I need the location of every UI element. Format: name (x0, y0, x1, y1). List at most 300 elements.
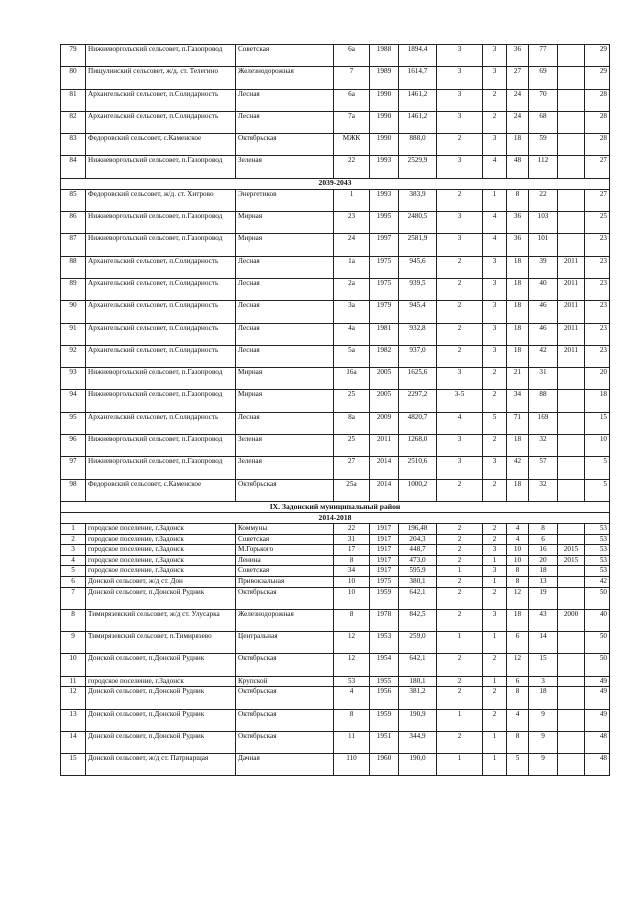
residents-cell: 18 (529, 566, 558, 577)
apartments-cell: 27 (507, 67, 529, 89)
repair-year-cell (558, 45, 585, 67)
year-built-cell: 2005 (370, 390, 399, 412)
settlement-cell: Архангельский сельсовет, п.Солидарность (86, 323, 236, 345)
apartments-cell: 18 (507, 345, 529, 367)
area-cell: 344,9 (399, 731, 437, 753)
street-cell: Октябрьская (236, 479, 334, 501)
entrances-cell: 2 (483, 534, 507, 545)
wear-cell: 53 (585, 545, 610, 556)
row-number: 8 (61, 609, 86, 631)
year-built-cell: 1990 (370, 134, 399, 156)
street-cell: Зеленая (236, 156, 334, 178)
entrances-cell: 1 (483, 632, 507, 654)
apartments-cell: 18 (507, 323, 529, 345)
year-built-cell: 1978 (370, 609, 399, 631)
row-number: 82 (61, 111, 86, 133)
apartments-cell: 5 (507, 754, 529, 776)
entrances-cell: 3 (483, 545, 507, 556)
settlement-cell: городское поселение, г.Задонск (86, 534, 236, 545)
entrances-cell: 4 (483, 212, 507, 234)
wear-cell: 50 (585, 632, 610, 654)
settlement-cell: Донской сельсовет, п.Донской Рудник (86, 654, 236, 676)
repair-year-cell (558, 676, 585, 687)
residents-cell: 14 (529, 632, 558, 654)
house-number-cell: 8а (334, 412, 370, 434)
street-cell: Октябрьская (236, 587, 334, 609)
apartments-cell: 18 (507, 256, 529, 278)
residents-cell: 13 (529, 576, 558, 587)
repair-year-cell: 2015 (558, 545, 585, 556)
row-number: 93 (61, 368, 86, 390)
settlement-cell: Донской сельсовет, ж/д ст. Дон (86, 576, 236, 587)
street-cell: Лесная (236, 345, 334, 367)
repair-year-cell (558, 731, 585, 753)
floors-cell: 1 (437, 632, 483, 654)
area-cell: 2581,9 (399, 234, 437, 256)
entrances-cell: 1 (483, 754, 507, 776)
residents-cell: 42 (529, 345, 558, 367)
entrances-cell: 3 (483, 256, 507, 278)
row-number: 87 (61, 234, 86, 256)
wear-cell: 23 (585, 323, 610, 345)
apartments-cell: 10 (507, 545, 529, 556)
floors-cell: 2 (437, 134, 483, 156)
floors-cell: 2 (437, 576, 483, 587)
table-row (61, 256, 610, 278)
area-cell: 180,1 (399, 676, 437, 687)
area-cell: 2480,5 (399, 212, 437, 234)
settlement-cell: Донской сельсовет, п.Донской Рудник (86, 587, 236, 609)
area-cell: 2529,9 (399, 156, 437, 178)
street-cell: Лесная (236, 111, 334, 133)
row-number: 79 (61, 45, 86, 67)
row-number: 85 (61, 189, 86, 211)
area-cell: 473,0 (399, 555, 437, 566)
wear-cell: 23 (585, 234, 610, 256)
area-cell: 1614,7 (399, 67, 437, 89)
repair-year-cell (558, 134, 585, 156)
house-number-cell: 7а (334, 111, 370, 133)
entrances-cell: 2 (483, 523, 507, 534)
row-number: 12 (61, 687, 86, 709)
settlement-cell: Нижневоргольский сельсовет, п.Газопровод (86, 435, 236, 457)
repair-year-cell: 2000 (558, 609, 585, 631)
repair-year-cell (558, 566, 585, 577)
year-built-cell: 1917 (370, 555, 399, 566)
repair-year-cell (558, 234, 585, 256)
floors-cell: 3 (437, 45, 483, 67)
house-number-cell: 8 (334, 609, 370, 631)
apartments-cell: 6 (507, 676, 529, 687)
floors-cell: 2 (437, 555, 483, 566)
house-number-cell: 3а (334, 301, 370, 323)
wear-cell: 42 (585, 576, 610, 587)
street-cell: Лесная (236, 301, 334, 323)
repair-year-cell (558, 654, 585, 676)
apartments-cell: 24 (507, 89, 529, 111)
table-row (61, 323, 610, 345)
area-cell: 937,0 (399, 345, 437, 367)
table-row (61, 89, 610, 111)
settlement-cell: Донской сельсовет, п.Донской Рудник (86, 731, 236, 753)
house-number-cell: 34 (334, 566, 370, 577)
floors-cell: 2 (437, 687, 483, 709)
settlement-cell: Архангельский сельсовет, п.Солидарность (86, 278, 236, 300)
wear-cell: 23 (585, 345, 610, 367)
settlement-cell: Архангельский сельсовет, п.Солидарность (86, 89, 236, 111)
house-number-cell: 24 (334, 234, 370, 256)
table-row (61, 676, 610, 687)
street-cell: Мирная (236, 368, 334, 390)
row-number: 10 (61, 654, 86, 676)
table-row (61, 412, 610, 434)
apartments-cell: 48 (507, 156, 529, 178)
apartments-cell: 8 (507, 687, 529, 709)
repair-year-cell (558, 435, 585, 457)
table-row (61, 234, 610, 256)
settlement-cell: Нижневоргольский сельсовет, п.Газопровод (86, 45, 236, 67)
settlement-cell: Нижневоргольский сельсовет, п.Газопровод (86, 156, 236, 178)
repair-year-cell (558, 212, 585, 234)
area-cell: 383,9 (399, 189, 437, 211)
row-number: 7 (61, 587, 86, 609)
settlement-cell: Федоровский сельсовет, с.Каменское (86, 479, 236, 501)
residents-cell: 15 (529, 654, 558, 676)
entrances-cell: 3 (483, 134, 507, 156)
entrances-cell: 2 (483, 687, 507, 709)
row-number: 14 (61, 731, 86, 753)
row-number: 81 (61, 89, 86, 111)
house-number-cell: 2а (334, 278, 370, 300)
house-number-cell: 25а (334, 479, 370, 501)
street-cell: Лесная (236, 89, 334, 111)
street-cell: Крупской (236, 676, 334, 687)
residents-cell: 169 (529, 412, 558, 434)
entrances-cell: 3 (483, 45, 507, 67)
year-built-cell: 1917 (370, 523, 399, 534)
house-number-cell: 8 (334, 555, 370, 566)
housing-stock-table (60, 44, 610, 776)
settlement-cell: городское поселение, г.Задонск (86, 545, 236, 556)
street-cell: Дачная (236, 754, 334, 776)
residents-cell: 20 (529, 555, 558, 566)
entrances-cell: 2 (483, 111, 507, 133)
table-row (61, 709, 610, 731)
year-built-cell: 1951 (370, 731, 399, 753)
area-cell: 932,8 (399, 323, 437, 345)
entrances-cell: 2 (483, 479, 507, 501)
entrances-cell: 1 (483, 676, 507, 687)
settlement-cell: Архангельский сельсовет, п.Солидарность (86, 111, 236, 133)
floors-cell: 3 (437, 234, 483, 256)
house-number-cell: 1а (334, 256, 370, 278)
apartments-cell: 18 (507, 278, 529, 300)
floors-cell: 3-5 (437, 390, 483, 412)
repair-year-cell: 2011 (558, 301, 585, 323)
row-number: 97 (61, 457, 86, 479)
settlement-cell: Федоровский сельсовет, ж/д. ст. Хитрово (86, 189, 236, 211)
entrances-cell: 3 (483, 566, 507, 577)
residents-cell: 32 (529, 435, 558, 457)
entrances-cell: 3 (483, 278, 507, 300)
house-number-cell: 10 (334, 587, 370, 609)
year-built-cell: 1953 (370, 632, 399, 654)
house-number-cell: 5а (334, 345, 370, 367)
row-number: 98 (61, 479, 86, 501)
area-cell: 1461,2 (399, 111, 437, 133)
wear-cell: 48 (585, 754, 610, 776)
entrances-cell: 4 (483, 156, 507, 178)
year-built-cell: 1990 (370, 89, 399, 111)
row-number: 2 (61, 534, 86, 545)
wear-cell: 29 (585, 67, 610, 89)
entrances-cell: 1 (483, 731, 507, 753)
year-built-cell: 2014 (370, 479, 399, 501)
repair-year-cell (558, 89, 585, 111)
row-number: 6 (61, 576, 86, 587)
table-row (61, 111, 610, 133)
year-built-cell: 1995 (370, 212, 399, 234)
year-built-cell: 2014 (370, 457, 399, 479)
section-title: 2014-2018 (61, 512, 610, 523)
table-row (61, 687, 610, 709)
area-cell: 888,0 (399, 134, 437, 156)
table-row (61, 390, 610, 412)
floors-cell: 1 (437, 566, 483, 577)
house-number-cell: 4а (334, 323, 370, 345)
row-number: 5 (61, 566, 86, 577)
area-cell: 642,1 (399, 587, 437, 609)
year-built-cell: 1917 (370, 534, 399, 545)
year-built-cell: 1959 (370, 709, 399, 731)
entrances-cell: 3 (483, 67, 507, 89)
repair-year-cell (558, 534, 585, 545)
floors-cell: 1 (437, 709, 483, 731)
apartments-cell: 18 (507, 479, 529, 501)
apartments-cell: 8 (507, 731, 529, 753)
wear-cell: 23 (585, 256, 610, 278)
street-cell: Октябрьская (236, 709, 334, 731)
entrances-cell: 2 (483, 368, 507, 390)
house-number-cell: 31 (334, 534, 370, 545)
area-cell: 1625,6 (399, 368, 437, 390)
area-cell: 595,9 (399, 566, 437, 577)
entrances-cell: 3 (483, 301, 507, 323)
wear-cell: 27 (585, 189, 610, 211)
settlement-cell: Донской сельсовет, п.Донской Рудник (86, 687, 236, 709)
repair-year-cell: 2011 (558, 323, 585, 345)
area-cell: 2297,2 (399, 390, 437, 412)
year-built-cell: 1955 (370, 676, 399, 687)
table-row (61, 368, 610, 390)
entrances-cell: 3 (483, 609, 507, 631)
street-cell: Привокзальная (236, 576, 334, 587)
section-header-row (61, 512, 610, 523)
street-cell: Октябрьская (236, 654, 334, 676)
apartments-cell: 8 (507, 189, 529, 211)
apartments-cell: 6 (507, 632, 529, 654)
apartments-cell: 8 (507, 566, 529, 577)
repair-year-cell: 2015 (558, 555, 585, 566)
area-cell: 842,5 (399, 609, 437, 631)
settlement-cell: Нижневоргольский сельсовет, п.Газопровод (86, 390, 236, 412)
floors-cell: 2 (437, 479, 483, 501)
street-cell: Зеленая (236, 457, 334, 479)
apartments-cell: 36 (507, 45, 529, 67)
residents-cell: 31 (529, 368, 558, 390)
house-number-cell: 6а (334, 89, 370, 111)
table-row (61, 534, 610, 545)
apartments-cell: 36 (507, 212, 529, 234)
row-number: 90 (61, 301, 86, 323)
residents-cell: 9 (529, 731, 558, 753)
repair-year-cell (558, 523, 585, 534)
floors-cell: 2 (437, 523, 483, 534)
wear-cell: 48 (585, 731, 610, 753)
settlement-cell: Донской сельсовет, ж/д ст. Патриарщая (86, 754, 236, 776)
settlement-cell: городское поселение, г.Задонск (86, 523, 236, 534)
row-number: 1 (61, 523, 86, 534)
settlement-cell: Архангельский сельсовет, п.Солидарность (86, 301, 236, 323)
wear-cell: 53 (585, 566, 610, 577)
section-header-row (61, 501, 610, 512)
area-cell: 448,7 (399, 545, 437, 556)
apartments-cell: 36 (507, 234, 529, 256)
repair-year-cell (558, 156, 585, 178)
row-number: 89 (61, 278, 86, 300)
repair-year-cell: 2011 (558, 345, 585, 367)
wear-cell: 53 (585, 555, 610, 566)
repair-year-cell (558, 687, 585, 709)
floors-cell: 2 (437, 587, 483, 609)
house-number-cell: 17 (334, 545, 370, 556)
table-row (61, 555, 610, 566)
row-number: 96 (61, 435, 86, 457)
house-number-cell: 10 (334, 576, 370, 587)
table-row (61, 545, 610, 556)
residents-cell: 39 (529, 256, 558, 278)
house-number-cell: 6а (334, 45, 370, 67)
street-cell: Коммуны (236, 523, 334, 534)
entrances-cell: 2 (483, 587, 507, 609)
entrances-cell: 1 (483, 555, 507, 566)
table-row (61, 189, 610, 211)
house-number-cell: 23 (334, 212, 370, 234)
wear-cell: 5 (585, 479, 610, 501)
apartments-cell: 12 (507, 587, 529, 609)
apartments-cell: 42 (507, 457, 529, 479)
wear-cell: 27 (585, 156, 610, 178)
section-title: 2039-2043 (61, 178, 610, 189)
street-cell: М.Горького (236, 545, 334, 556)
residents-cell: 19 (529, 587, 558, 609)
house-number-cell: 25 (334, 390, 370, 412)
apartments-cell: 12 (507, 654, 529, 676)
house-number-cell: 27 (334, 457, 370, 479)
wear-cell: 20 (585, 368, 610, 390)
table-row (61, 278, 610, 300)
repair-year-cell (558, 457, 585, 479)
street-cell: Зеленая (236, 435, 334, 457)
settlement-cell: Нижневоргольский сельсовет, п.Газопровод (86, 457, 236, 479)
section-title: IX. Задонский муниципальный район (61, 501, 610, 512)
year-built-cell: 1959 (370, 587, 399, 609)
repair-year-cell (558, 412, 585, 434)
entrances-cell: 3 (483, 457, 507, 479)
floors-cell: 2 (437, 676, 483, 687)
repair-year-cell (558, 587, 585, 609)
apartments-cell: 34 (507, 390, 529, 412)
table-row (61, 587, 610, 609)
residents-cell: 22 (529, 189, 558, 211)
year-built-cell: 1981 (370, 323, 399, 345)
residents-cell: 32 (529, 479, 558, 501)
residents-cell: 40 (529, 278, 558, 300)
street-cell: Железнодорожная (236, 67, 334, 89)
house-number-cell: 16а (334, 368, 370, 390)
residents-cell: 103 (529, 212, 558, 234)
settlement-cell: Архангельский сельсовет, п.Солидарность (86, 256, 236, 278)
residents-cell: 69 (529, 67, 558, 89)
residents-cell: 18 (529, 687, 558, 709)
table-row (61, 731, 610, 753)
residents-cell: 70 (529, 89, 558, 111)
floors-cell: 2 (437, 278, 483, 300)
house-number-cell: 12 (334, 654, 370, 676)
residents-cell: 16 (529, 545, 558, 556)
floors-cell: 2 (437, 323, 483, 345)
row-number: 11 (61, 676, 86, 687)
year-built-cell: 1993 (370, 189, 399, 211)
residents-cell: 9 (529, 754, 558, 776)
street-cell: Лесная (236, 412, 334, 434)
apartments-cell: 4 (507, 534, 529, 545)
street-cell: Ленина (236, 555, 334, 566)
floors-cell: 2 (437, 545, 483, 556)
residents-cell: 57 (529, 457, 558, 479)
table-row (61, 479, 610, 501)
table-row (61, 609, 610, 631)
row-number: 86 (61, 212, 86, 234)
floors-cell: 2 (437, 345, 483, 367)
year-built-cell: 1997 (370, 234, 399, 256)
year-built-cell: 1954 (370, 654, 399, 676)
house-number-cell: 22 (334, 156, 370, 178)
area-cell: 642,1 (399, 654, 437, 676)
table-row (61, 156, 610, 178)
street-cell: Лесная (236, 278, 334, 300)
area-cell: 1461,2 (399, 89, 437, 111)
entrances-cell: 3 (483, 345, 507, 367)
floors-cell: 4 (437, 412, 483, 434)
area-cell: 196,48 (399, 523, 437, 534)
residents-cell: 68 (529, 111, 558, 133)
repair-year-cell (558, 576, 585, 587)
settlement-cell: Федоровский сельсовет, с.Каменское (86, 134, 236, 156)
row-number: 84 (61, 156, 86, 178)
floors-cell: 3 (437, 67, 483, 89)
repair-year-cell (558, 189, 585, 211)
table-row (61, 345, 610, 367)
year-built-cell: 1917 (370, 566, 399, 577)
repair-year-cell (558, 368, 585, 390)
table-row (61, 457, 610, 479)
year-built-cell: 1960 (370, 754, 399, 776)
row-number: 13 (61, 709, 86, 731)
settlement-cell: Нижневоргольский сельсовет, п.Газопровод (86, 368, 236, 390)
wear-cell: 18 (585, 390, 610, 412)
apartments-cell: 18 (507, 134, 529, 156)
